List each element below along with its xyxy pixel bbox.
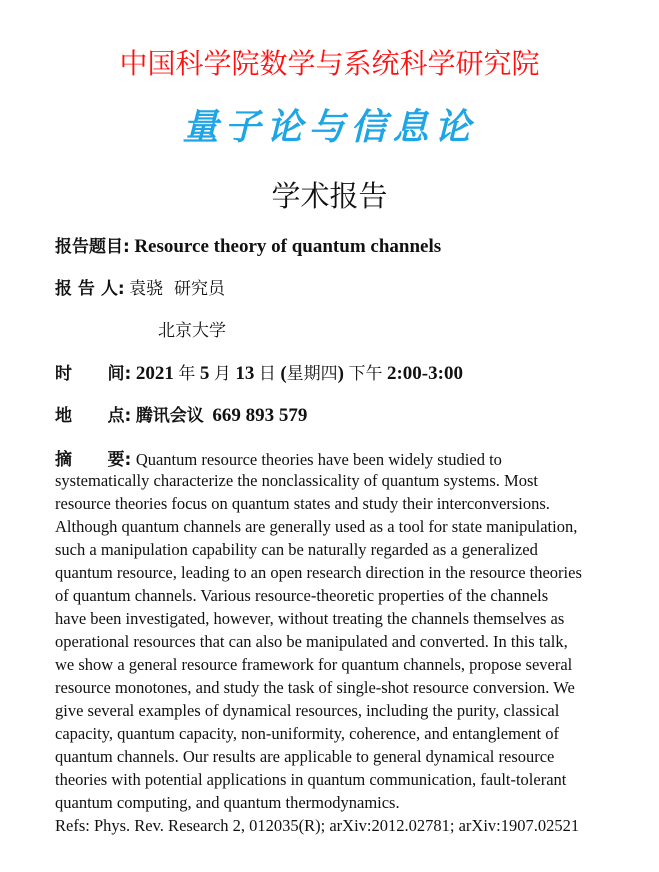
abstract-line: of quantum channels. Various resource-theoretic properties of the channels: [55, 586, 549, 605]
time-row: [55, 360, 463, 387]
time-day: 13: [235, 363, 255, 384]
abstract-line: operational resources that can also be manipulated and converted. In this talk,: [55, 632, 568, 651]
abstract-line: quantum resource, leading to an open research direction in the resource theories: [55, 563, 582, 582]
abstract-line: give several examples of dynamical resources, including the purity, classical: [55, 701, 560, 720]
institute-title: 中国科学院数学与系统科学研究院: [119, 47, 540, 80]
abstract-line: resource monotones, and study the task of single-shot resource conversion. We: [55, 678, 575, 697]
abstract-line: theories with potential applications in quantum communication, fault-tolerant: [55, 770, 567, 789]
time-label: 时 间:: [55, 364, 132, 384]
abstract-first-row: [55, 446, 502, 473]
speaker-name: 袁骁 研究员: [129, 279, 225, 299]
speaker-row: [55, 275, 225, 302]
abstract-line: quantum computing, and quantum thermodynamics.: [55, 793, 400, 812]
abstract-line: Although quantum channels are generally used as a tool for state manipulation,: [55, 517, 578, 536]
time-year-unit: 年: [178, 364, 196, 384]
abstract-line: such a manipulation capability can be naturally regarded as a generalized: [55, 540, 538, 559]
abstract-line: have been investigated, however, without treating the channels themselves as: [55, 609, 565, 628]
event-type-title: 学术报告: [271, 179, 388, 213]
references: Refs: Phys. Rev. Research 2, 012035(R); arXiv:2012.02781; arXiv:1907.02521: [55, 816, 580, 835]
talk-title: Resource theory of quantum channels: [134, 236, 442, 257]
place-label: 地 点:: [55, 406, 132, 426]
talk-title-row: [55, 233, 441, 260]
time-weekday: 星期四: [286, 364, 338, 384]
abstract-line: we show a general resource framework for quantum channels, propose several: [55, 655, 573, 674]
time-day-unit: 日: [258, 364, 276, 384]
place-name: 腾讯会议: [135, 406, 204, 426]
speaker-label: 报 告 人:: [55, 279, 125, 299]
abstract-line: resource theories focus on quantum states and study their interconversions.: [55, 494, 550, 513]
place-row: [55, 402, 307, 429]
time-month: 5: [199, 363, 210, 384]
time-year: 2021: [135, 363, 174, 384]
talk-title-label: 报告题目:: [55, 237, 130, 257]
time-range: 2:00-3:00: [386, 363, 463, 384]
affiliation-row: [158, 317, 226, 344]
time-weekday-close: ): [337, 363, 344, 384]
abstract-line: capacity, quantum capacity, non-uniformity, coherence, and entanglement of: [55, 724, 559, 743]
meeting-id: 669 893 579: [212, 405, 308, 426]
time-period: 下午: [348, 364, 383, 384]
abstract-line: quantum channels. Our results are applicable to general dynamical resource: [55, 747, 555, 766]
abstract-line: Quantum resource theories have been widely studied to: [135, 450, 502, 469]
time-month-unit: 月: [213, 364, 231, 384]
abstract-line: systematically characterize the nonclassicality of quantum systems. Most: [55, 471, 538, 490]
abstract-label: 摘 要:: [55, 450, 132, 470]
time-weekday-open: (: [280, 363, 287, 384]
speaker-affiliation: 北京大学: [158, 321, 226, 341]
program-title: 量子论与信息论: [182, 106, 477, 148]
